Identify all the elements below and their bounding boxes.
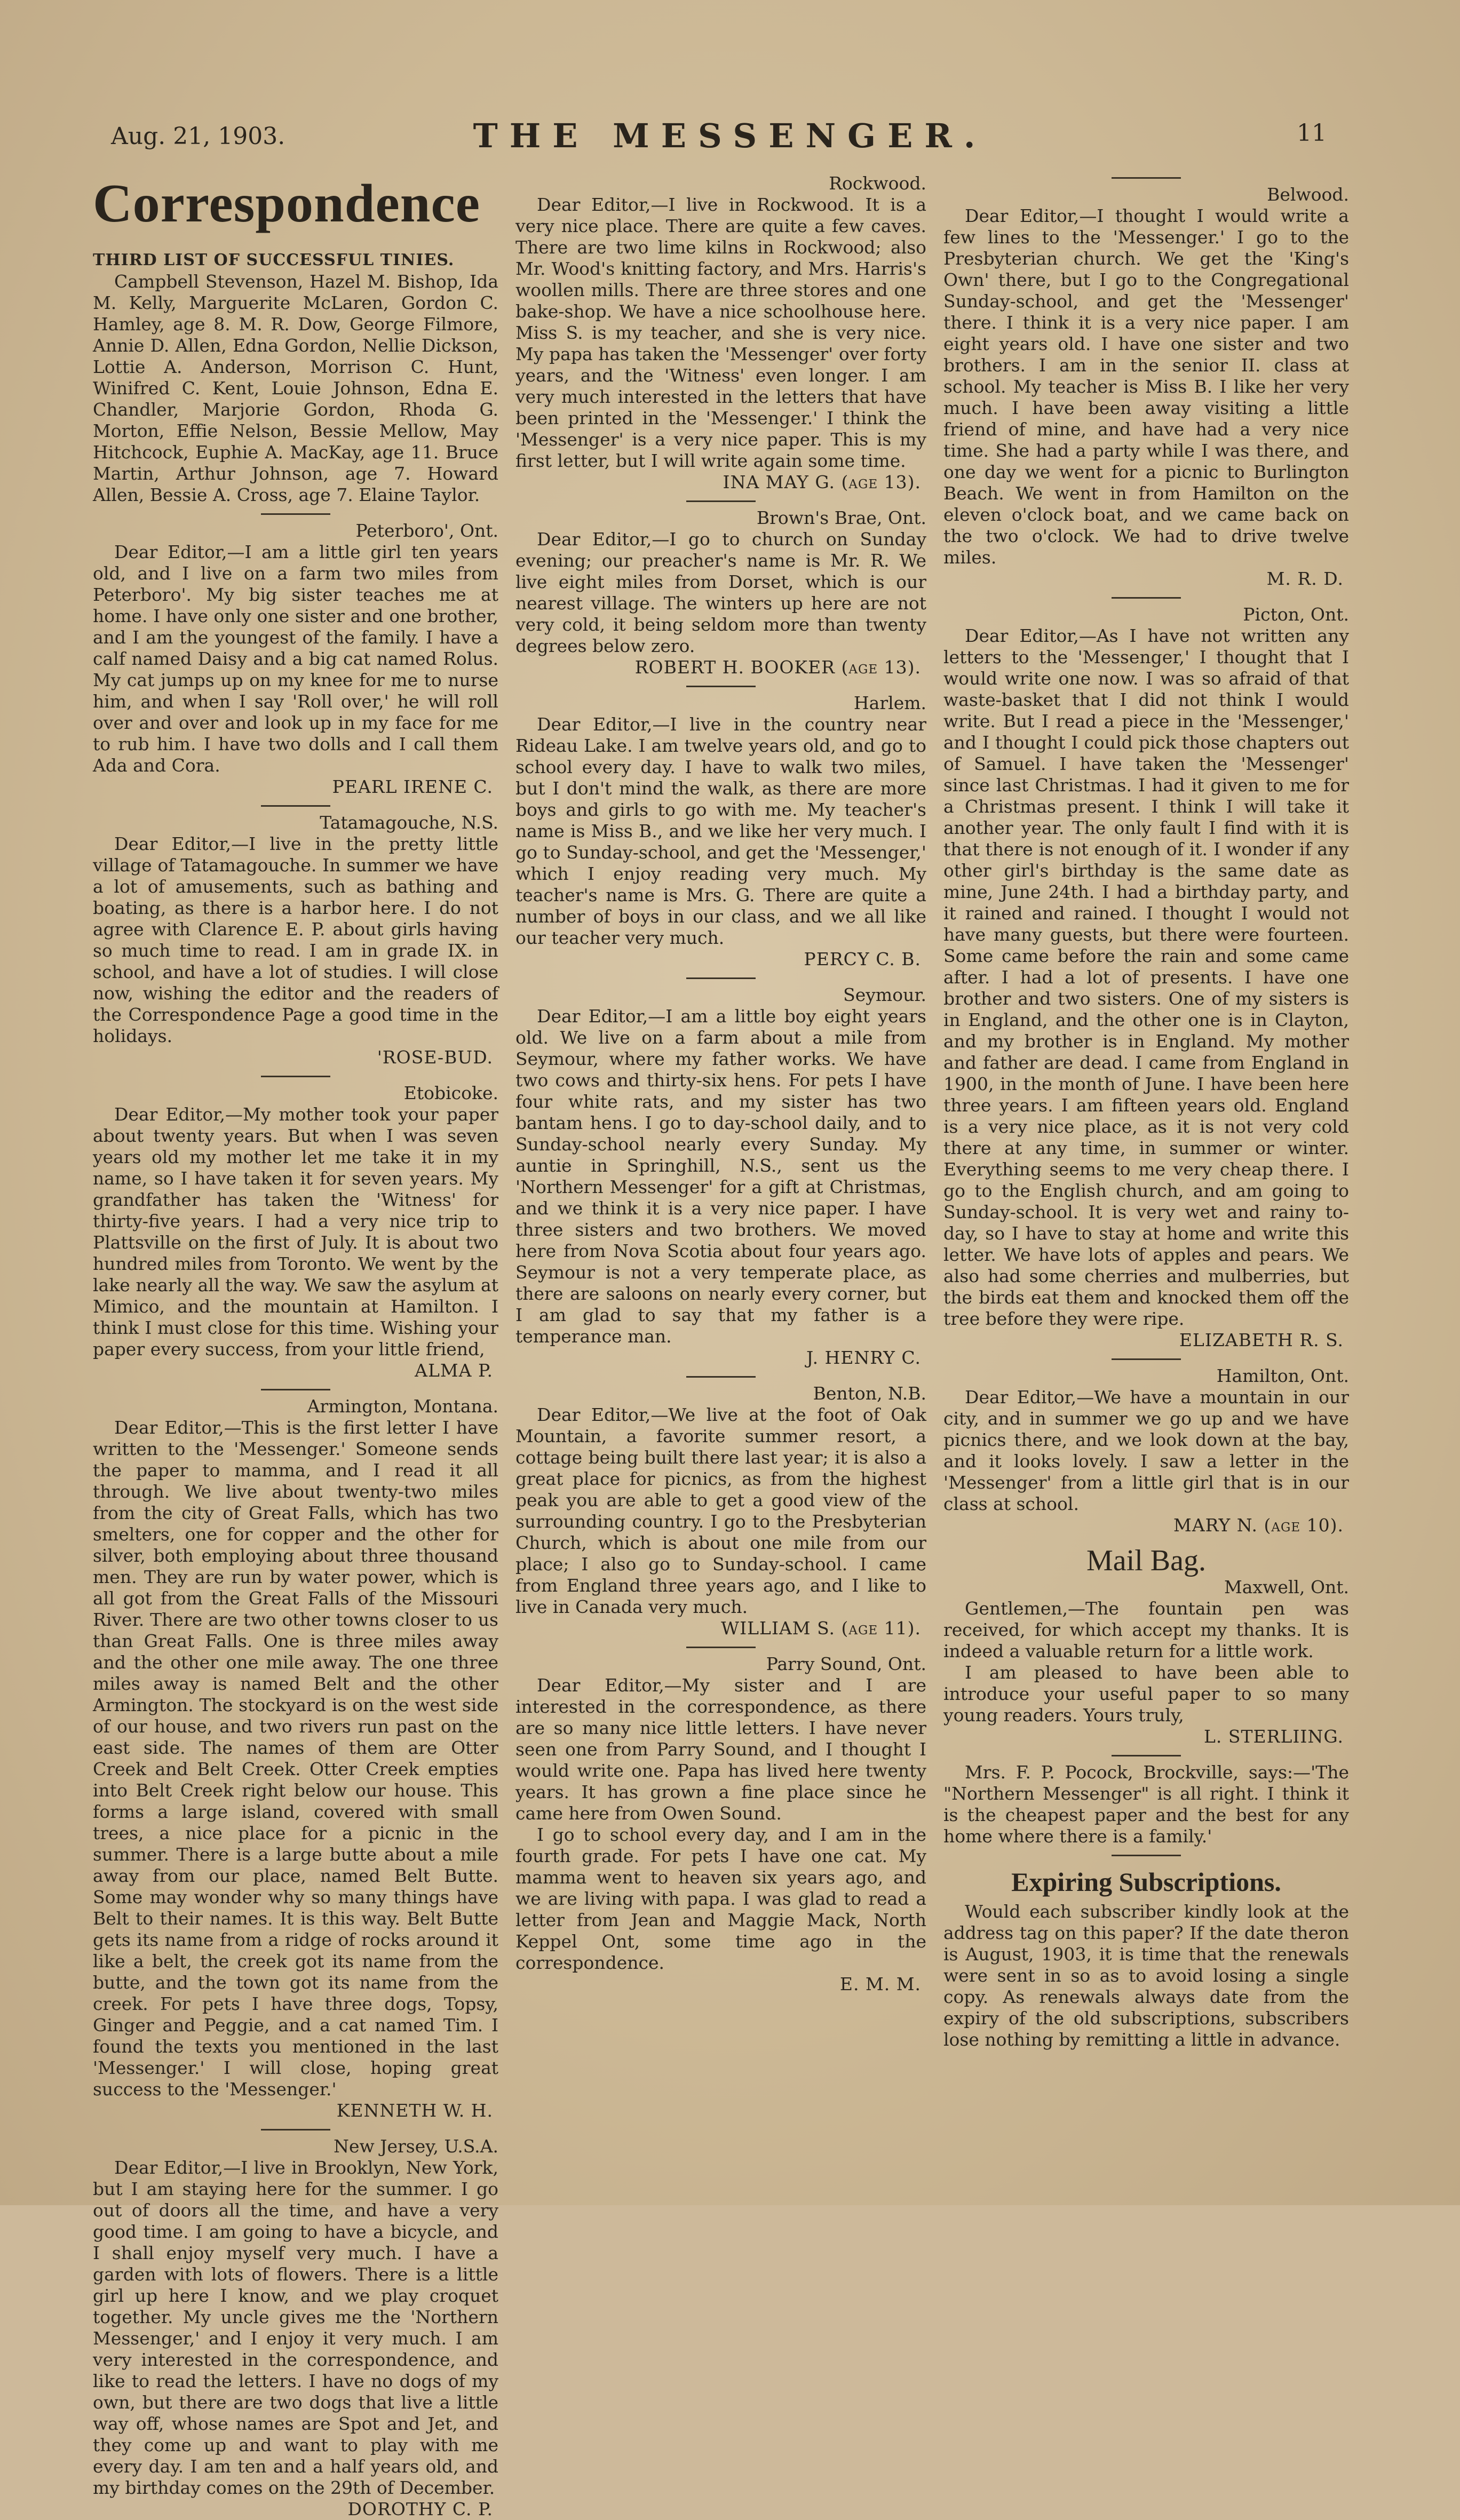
letter-signature: DOROTHY C. P. [347,2499,493,2519]
divider [686,686,756,687]
letter-signature: INA MAY G. (age 13). [723,472,921,492]
letter-place: New Jersey, U.S.A. [334,2136,498,2157]
letter-body: Dear Editor,—I go to church on Sunday evening; our preacher's name is Mr. R. We live eight miles from Dorset, which is our nearest village. The winters up here are not very cold, it being seldom more than twenty degrees below zero. [515,529,926,656]
letter-body: Dear Editor,—We have a mountain in our city, and in summer we go up and we have picnics there, and we look down at the bay, and it looks lovely. I saw a letter in the 'Messenger' from a little girl that is in our class at school. [943,1387,1349,1514]
letter-place: Tatamagouche, N.S. [320,812,498,833]
letter-body: Dear Editor,—My mother took your paper about twenty years. But when I was seven years old my mother let me take it in my name, so I have taken it for seven years. My grandfather has taken the 'Witness' for thirty-five years. I had a very nice trip to Plattsville on the first of July. It is about two hundred miles from Toronto. We went by the lake nearly all the way. We saw the asylum at Mimico, and the mountain at Hamilton. I think I must close for this time. Wishing your paper every success, from your little friend, [93,1104,498,1360]
divider [1112,1755,1181,1756]
expiring-body: Would each subscriber kindly look at the address tag on this paper? If the date theron is August, 1903, it is time that the renewals were sent in so as to avoid losing a single copy. As renewals always date from the expiry of the old subscriptions, subscribers lose nothing by remitting a little in advance. [943,1901,1349,2050]
divider [261,1389,330,1390]
letter [515,507,926,678]
expiring-section [943,1867,1349,2050]
letter-body: Dear Editor,—I live in the country near Rideau Lake. I am twelve years old, and go to school every day. I have to walk two miles, but I don't mind the walk, as there are more boys and girls to go with me. My teacher's name is Miss B., and we like her very much. I go to Sunday-school, and get the 'Messenger,' which I enjoy reading very much. My teacher's name is Mrs. G. There are quite a number of boys in our class, and we all like our teacher very much. [515,714,926,948]
divider [686,500,756,502]
masthead-title: THE MESSENGER. [473,116,987,155]
letter-body: Dear Editor,—We live at the foot of Oak Mountain, a favorite summer resort, a cottage being built there last year; it is also a great place for picnics, as from the highest peak you are able to get a good view of the surrounding country. I go to the Presbyterian Church, which is about one mile from our place; I also go to Sunday-school. I came from England three years ago, and I like to live in Canada very much. [515,1404,926,1617]
letter-body: Dear Editor,—As I have not written any letters to the 'Messenger,' I thought that I would write one now. I was so afraid of that waste-basket that I did not think I would write. But I read a piece in the 'Messenger,' and I thought I could pick those chapters out of Samuel. I have taken the 'Messenger' since last Christmas. I had it given to me for a Christmas present. I think I will take it another year. The only fault I find with it is that there is not enough of it. I wonder if any other girl's birthday is the same date as mine, June 24th. I had a birthday party, and it rained and rained. I thought I would not have many guests, but there were fourteen. Some came before the rain and some came after. I had a lot of presents. I have one brother and two sisters. One of my sisters is in England, and the other one is in Clayton, and my brother is in England. My mother and father are dead. I came from England in 1900, in the month of June. I have been here three years. I am fifteen years old. England is a very nice place, as it is not very cold there at any time, in summer or winter. Everything seems to me very cheap there. I go to the English church, and am going to Sunday-school. It is very wet and rainy to-day, so I have to stay at home and write this letter. We have lots of apples and pears. We also had some cherries and mulberries, but the birds eat them and knocked them off the tree before they were ripe. [943,625,1349,1329]
mail-bag-title: Mail Bag. [1086,1544,1206,1577]
letter-place: Picton, Ont. [1243,604,1349,625]
mail-bag-quote: Mrs. F. P. Pocock, Brockville, says:—'The "Northern Messenger" is all right. I think it is the cheapest paper and the best for any home where there is a family.' [943,1762,1349,1847]
letter-signature: PERCY C. B. [804,949,921,969]
page-number: 11 [1297,120,1327,147]
letter-body: Dear Editor,—I live in Rockwood. It is a very nice place. There are quite a few caves. There are two lime kilns in Rockwood; also Mr. Wood's knitting factory, and Mrs. Harris's woollen mills. There are three stores and one bake-shop. We have a nice schoolhouse here. Miss S. is my teacher, and she is very nice. My papa has taken the 'Messenger' over forty years, and the 'Witness' even longer. I am very much interested in the letters that have been printed in the 'Messenger.' I think the 'Messenger' is a very nice paper. This is my first letter, but I will write again some time. [515,194,926,471]
divider [686,1376,756,1378]
divider [1112,597,1181,599]
letter [93,520,498,798]
issue-date: Aug. 21, 1903. [111,123,285,150]
letter [515,693,926,970]
letter [515,173,926,493]
letter-body: Dear Editor,—This is the first letter I have written to the 'Messenger.' Someone sends the paper to mamma, and I read it all through. We live about twenty-two miles from the city of Great Falls, which has two smelters, one for copper and the other for silver, both employing about three thousand men. They are run by water power, which is all got from the Great Falls of the Missouri River. There are two other towns closer to us than Great Falls. One is three miles away and the other one mile away. The one three miles away is named Belt and the other Armington. The stockyard is on the west side of our house, and two rivers run past on the east side. The names of them are Otter Creek and Belt Creek. Otter Creek empties into Belt Creek right below our house. This forms a large island, covered with small trees, a nice place for a picnic in the summer. There is a large butte about a mile away from our place, named Belt Butte. Some may wonder why so many things have Belt to their names. It is this way. Belt Butte gets its name from a ridge of rocks around it like a belt, the creek got its name from the butte, and the town got its name from the creek. For pets I have three dogs, Topsy, Ginger and Peggie, and a cat named Tim. I found the texts you mentioned in the last 'Messenger.' I will close, hoping great success to the 'Messenger.' [93,1417,498,2100]
mail-bag-signature: L. STERLIING. [1204,1726,1344,1747]
letter-place: Hamilton, Ont. [1216,1365,1349,1386]
letter-signature: WILLIAM S. (age 11). [721,1618,921,1639]
letter [93,1396,498,2121]
letter-place: Benton, N.B. [813,1383,926,1404]
letter-signature: ELIZABETH R. S. [1179,1330,1344,1350]
letter [943,1365,1349,1536]
mail-bag-section [943,1544,1349,1847]
divider [261,513,330,515]
letter-place: Armington, Montana. [307,1396,498,1417]
letter [943,184,1349,590]
letter-signature: KENNETH W. H. [336,2100,493,2121]
letter-place: Etobicoke. [403,1083,498,1103]
divider [261,1076,330,1077]
tinies-heading: THIRD LIST OF SUCCESSFUL TINIES. [93,251,455,269]
letter-place: Harlem. [853,693,926,713]
column-3 [943,170,1349,2144]
letter [515,1383,926,1639]
divider [1112,1358,1181,1360]
letter-signature: ALMA P. [415,1360,493,1381]
letter [943,604,1349,1351]
letter [515,984,926,1369]
letter-body: Dear Editor,—I thought I would write a few lines to the 'Messenger.' I go to the Presbyterian church. We get the 'King's Own' there, but I go to the Congregational Sunday-school, and get the 'Messenger' there. I think it is a very nice paper. I am eight years old. I have one sister and two brothers. I am in the senior II. class at school. My teacher is Miss B. I like her very much. I have been away visiting a little friend of mine, and have had a very nice time. She had a party while I was there, and one day we went for a picnic to Burlington Beach. We went in from Hamilton on the eleven o'clock boat, and we came back on the two o'clock. We had to drive twelve miles. [943,205,1349,568]
letter-place: Brown's Brae, Ont. [756,507,926,528]
divider [1112,1855,1181,1856]
tinies-list: Campbell Stevenson, Hazel M. Bishop, Ida M. Kelly, Marguerite McLaren, Gordon C. Hamley, age 8. M. R. Dow, George Filmore, Annie D. Allen, Edna Gordon, Nellie Dickson, Lottie A. Anderson, Morrison C. Hunt, Winifred C. Kent, Louie Johnson, Edna E. Chandler, Marjorie Gordon, Rhoda G. Morton, Effie Nelson, Bessie Mellow, May Hitchcock, Euphie A. MacKay, age 11. Bruce Martin, Arthur Johnson, age 7. Howard Allen, Bessie A. Cross, age 7. Elaine Taylor. [93,271,498,505]
letter-place: Belwood. [1267,184,1349,205]
letter-signature: ROBERT H. BOOKER (age 13). [634,657,921,678]
divider [1112,177,1181,179]
letter-body: I go to school every day, and I am in the fourth grade. For pets I have one cat. My mamma went to heaven six years ago, and we are living with papa. I was glad to read a letter from Jean and Maggie Mack, North Keppel Ont, some time ago in the correspondence. [515,1824,926,1973]
letter-place: Peterboro', Ont. [355,520,498,541]
column-2 [515,170,926,2144]
letter-body: Dear Editor,—My sister and I are interested in the correspondence, as there are so many nice little letters. I have never seen one from Parry Sound, and I thought I would write one. Papa has lived here twenty years. It has grown a fine place since he came here from Owen Sound. [515,1675,926,1824]
letter [515,1653,926,1995]
divider [686,977,756,979]
letter [93,2136,498,2520]
letter-signature: PEARL IRENE C. [332,776,493,797]
letter-signature: J. HENRY C. [806,1347,921,1368]
letter-signature: M. R. D. [1266,568,1344,589]
letter-signature: E. M. M. [839,1974,921,1994]
letter-signature: MARY N. (age 10). [1173,1515,1344,1536]
letter-body: Dear Editor,—I am a little boy eight years old. We live on a farm about a mile from Seymour, where my father works. We have two cows and thirty-six hens. For pets I have four white rats, and my sister has two bantam hens. I go to day-school daily, and to Sunday-school nearly every Sunday. My auntie in Springhill, N.S., sent us the 'Northern Messenger' for a gift at Christmas, and we think it is a very nice paper. I have three sisters and two brothers. We moved here from Nova Scotia about four years ago. Seymour is not a very temperate place, as there are saloons on nearly every corner, but I am glad to say that my father is a temperance man. [515,1006,926,1347]
divider [261,805,330,807]
letter-body: Dear Editor,—I live in the pretty little village of Tatamagouche. In summer we have a lot of amusements, such as bathing and boating, as there is a harbor here. I do not agree with Clarence E. P. about girls having so much time to read. I am in grade IX. in school, and have a lot of studies. I will close now, wishing the editor and the readers of the Correspondence Page a good time in the holidays. [93,833,498,1046]
letter [93,812,498,1068]
letter [93,1083,498,1381]
letter-signature: 'ROSE-BUD. [377,1047,493,1068]
mail-bag-body: I am pleased to have been able to introduce your useful paper to so many young readers. Yours truly, [943,1662,1349,1726]
mail-bag-body: Gentlemen,—The fountain pen was received, for which accept my thanks. It is indeed a valuable return for a little work. [943,1598,1349,1662]
mail-bag-place: Maxwell, Ont. [1224,1577,1349,1597]
letter-place: Rockwood. [829,173,926,194]
running-head [0,111,1460,159]
column-1 [93,170,498,2519]
letter-body: Dear Editor,—I am a little girl ten years old, and I live on a farm two miles from Peterboro'. My big sister teaches me at home. I have only one sister and one brother, and I am the youngest of the family. I have a calf named Daisy and a big cat named Rolus. My cat jumps up on my knee for me to nurse him, and when I say 'Roll over,' he will roll over and over and look up in my face for me to rub him. I have two dolls and I call them Ada and Cora. [93,542,498,776]
divider [261,2129,330,2131]
letter-place: Parry Sound, Ont. [766,1653,926,1674]
letter-body: Dear Editor,—I live in Brooklyn, New York, but I am staying here for the summer. I go out of doors all the time, and have a very good time. I am going to have a bicycle, and I shall enjoy myself very much. I have a garden with lots of flowers. There is a little girl up here I know, and we play croquet together. My uncle gives me the 'Northern Messenger,' and I enjoy it very much. I am very interested in the correspondence, and like to read the letters. I have no dogs of my own, but there are two dogs that live a little way off, whose names are Spot and Jet, and they come up and want to play with me every day. I am ten and a half years old, and my birthday comes on the 29th of December. [93,2157,498,2498]
letter-place: Seymour. [843,984,926,1005]
expiring-title: Expiring Subscriptions. [1011,1867,1281,1897]
divider [686,1647,756,1648]
section-title: Correspondence [93,173,481,234]
